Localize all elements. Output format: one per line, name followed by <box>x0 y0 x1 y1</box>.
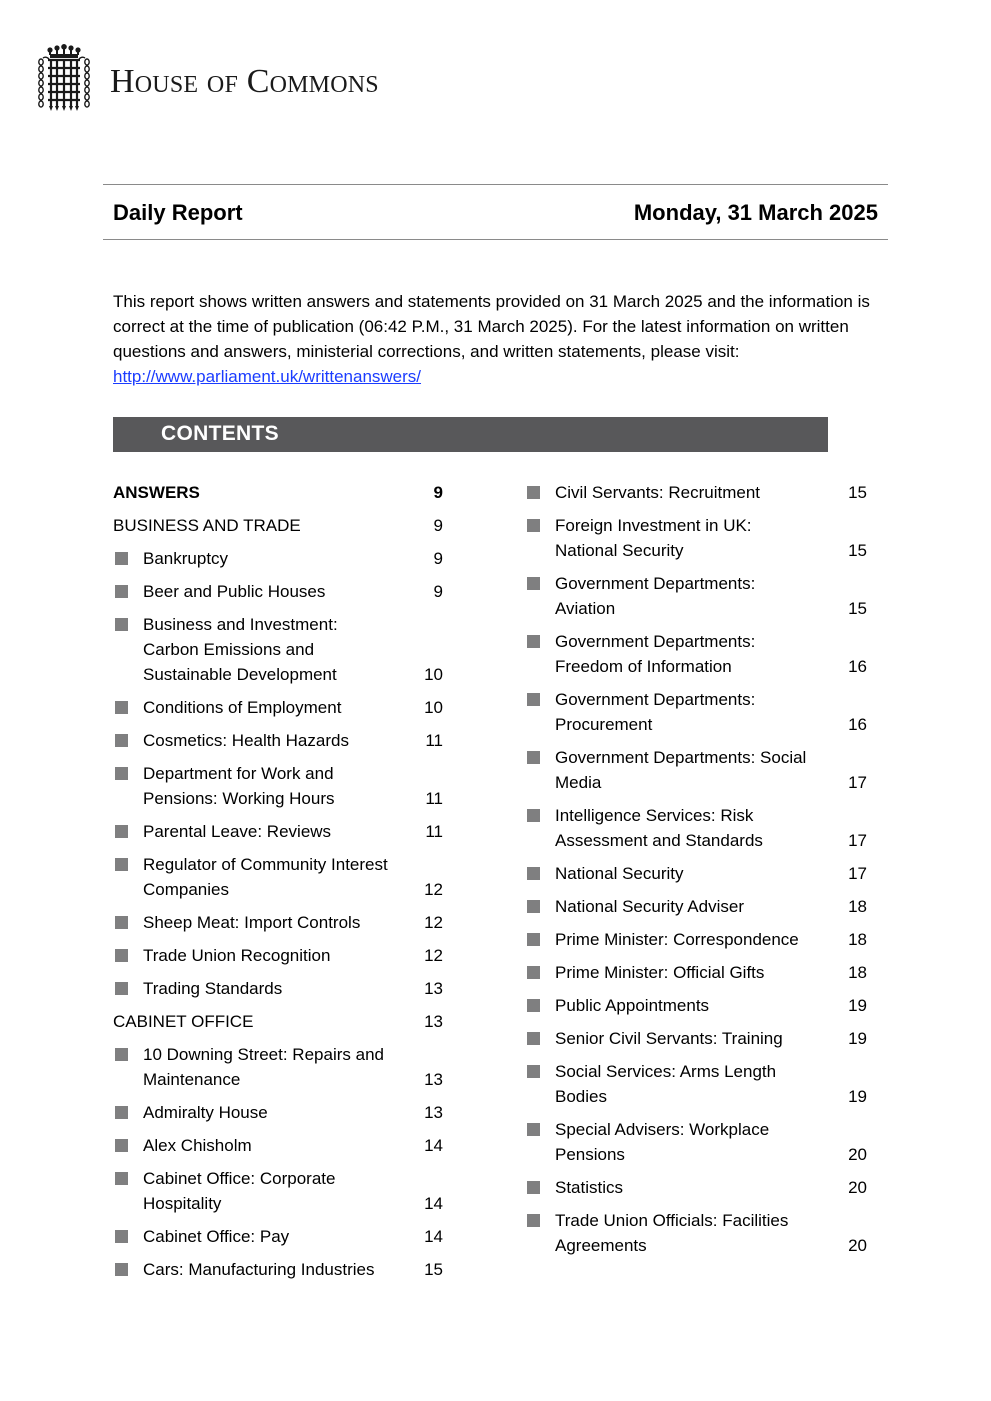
toc-page-number: 10 <box>424 665 443 684</box>
toc-entry-label: Alex Chisholm <box>143 1136 252 1155</box>
toc-page-number: 19 <box>848 1029 867 1048</box>
toc-entry-label: Social Services: Arms Length Bodies <box>555 1062 777 1106</box>
toc-entry-label: Prime Minister: Correspondence <box>555 930 799 949</box>
toc-entry-label: Beer and Public Houses <box>143 582 326 601</box>
toc-entry[interactable] <box>113 972 453 1005</box>
toc-page-number: 17 <box>848 773 867 792</box>
written-answers-link[interactable]: http://www.parliament.uk/writtenanswers/ <box>113 367 422 386</box>
toc-entry[interactable] <box>113 608 453 691</box>
contents-right-column <box>525 476 865 1262</box>
toc-entry[interactable] <box>525 799 865 857</box>
toc-page-number: 9 <box>433 549 443 568</box>
toc-entry[interactable] <box>525 1022 865 1055</box>
toc-section[interactable] <box>113 509 453 542</box>
toc-page-number: 13 <box>424 1070 443 1089</box>
toc-entry[interactable] <box>525 989 865 1022</box>
toc-entry[interactable] <box>525 567 865 625</box>
toc-entry-label: Trade Union Recognition <box>143 946 331 965</box>
toc-page-number: 15 <box>424 1260 443 1279</box>
toc-entry-label: 10 Downing Street: Repairs and Maintenance <box>143 1045 384 1089</box>
toc-entry-label: Civil Servants: Recruitment <box>555 483 761 502</box>
toc-page-number: 20 <box>848 1236 867 1255</box>
portcullis-icon <box>36 44 92 114</box>
toc-entry-label: Government Departments: Freedom of Information <box>555 632 756 676</box>
toc-entry[interactable] <box>113 1253 453 1286</box>
toc-entry[interactable] <box>113 724 453 757</box>
toc-entry[interactable] <box>113 1096 453 1129</box>
report-header-bar <box>103 184 888 240</box>
toc-page-number: 20 <box>848 1178 867 1197</box>
toc-entry[interactable] <box>525 1113 865 1171</box>
toc-page-number: 13 <box>424 979 443 998</box>
toc-entry[interactable] <box>113 848 453 906</box>
toc-entry[interactable] <box>525 890 865 923</box>
toc-entry-label: National Security <box>555 864 684 883</box>
toc-page-number: 19 <box>848 996 867 1015</box>
toc-entry-label: Department for Work and Pensions: Working Hours <box>143 764 335 808</box>
toc-entry[interactable] <box>113 542 453 575</box>
toc-entry[interactable] <box>525 857 865 890</box>
toc-entry-label: Business and Investment: Carbon Emissions and Sustainable Development <box>143 615 338 684</box>
toc-entry[interactable] <box>525 1055 865 1113</box>
toc-page-number: 11 <box>425 731 443 750</box>
toc-entry-label: Bankruptcy <box>143 549 229 568</box>
toc-page-number: 11 <box>425 822 443 841</box>
toc-page-number: 12 <box>424 946 443 965</box>
toc-entry-label: National Security Adviser <box>555 897 744 916</box>
toc-entry-label: Public Appointments <box>555 996 710 1015</box>
toc-entry-label: Government Departments: Aviation <box>555 574 756 618</box>
header-logo <box>36 44 379 114</box>
toc-page-number: 15 <box>848 541 867 560</box>
toc-entry-label: Regulator of Community Interest Companies <box>143 855 388 899</box>
toc-entry-label: Cabinet Office: Corporate Hospitality <box>143 1169 336 1213</box>
toc-page-number: 20 <box>848 1145 867 1164</box>
toc-entry-label: Government Departments: Social Media <box>555 748 807 792</box>
toc-page-number: 17 <box>848 831 867 850</box>
toc-page-number: 10 <box>424 698 443 717</box>
toc-entry[interactable] <box>525 509 865 567</box>
toc-entry-label: Admiralty House <box>143 1103 268 1122</box>
toc-entry-label: Cosmetics: Health Hazards <box>143 731 349 750</box>
contents-title: CONTENTS <box>161 422 279 445</box>
contents-left-column <box>113 476 453 1286</box>
toc-entry-label: Parental Leave: Reviews <box>143 822 332 841</box>
intro-text: This report shows written answers and statements provided on 31 March 2025 and the information is correct at the time of publication (06:42 P.M., 31 March 2025). For the latest information on written questions and answers, ministerial corrections, and written statements, please visit: <box>113 292 870 361</box>
toc-entry-label: Trading Standards <box>143 979 283 998</box>
toc-entry[interactable] <box>525 683 865 741</box>
toc-entry-label: Sheep Meat: Import Controls <box>143 913 361 932</box>
toc-entry-label: Senior Civil Servants: Training <box>555 1029 783 1048</box>
toc-page-number: 15 <box>848 599 867 618</box>
toc-entry[interactable] <box>113 1038 453 1096</box>
toc-entry[interactable] <box>113 939 453 972</box>
toc-heading[interactable] <box>113 476 453 509</box>
report-title: Daily Report <box>113 200 243 225</box>
toc-entry[interactable] <box>525 625 865 683</box>
toc-entry-label: CABINET OFFICE <box>113 1012 254 1031</box>
toc-page-number: 19 <box>848 1087 867 1106</box>
toc-page-number: 9 <box>433 516 443 535</box>
toc-page-number: 12 <box>424 913 443 932</box>
toc-entry-label: Conditions of Employment <box>143 698 342 717</box>
toc-entry[interactable] <box>113 906 453 939</box>
toc-page-number: 14 <box>424 1194 443 1213</box>
toc-page-number: 9 <box>433 483 443 502</box>
toc-entry[interactable] <box>525 1204 865 1262</box>
toc-entry[interactable] <box>113 1220 453 1253</box>
toc-entry-label: Cars: Manufacturing Industries <box>143 1260 375 1279</box>
toc-page-number: 16 <box>848 657 867 676</box>
toc-entry-label: Trade Union Officials: Facilities Agreements <box>555 1211 789 1255</box>
toc-entry-label: BUSINESS AND TRADE <box>113 516 301 535</box>
toc-page-number: 13 <box>424 1012 443 1031</box>
report-date: Monday, 31 March 2025 <box>633 200 878 225</box>
toc-page-number: 14 <box>424 1227 443 1246</box>
toc-entry-label: Foreign Investment in UK: National Security <box>555 516 752 560</box>
toc-entry[interactable] <box>525 741 865 799</box>
toc-entry-label: Cabinet Office: Pay <box>143 1227 290 1246</box>
toc-entry[interactable] <box>113 757 453 815</box>
toc-page-number: 17 <box>848 864 867 883</box>
toc-page-number: 15 <box>848 483 867 502</box>
toc-entry[interactable] <box>525 1171 865 1204</box>
toc-page-number: 13 <box>424 1103 443 1122</box>
toc-page-number: 9 <box>433 582 443 601</box>
toc-entry[interactable] <box>525 923 865 956</box>
toc-entry[interactable] <box>525 476 865 509</box>
toc-entry-label: Special Advisers: Workplace Pensions <box>555 1120 770 1164</box>
toc-entry[interactable] <box>113 575 453 608</box>
toc-entry-label: Statistics <box>555 1178 624 1197</box>
toc-page-number: 12 <box>424 880 443 899</box>
toc-entry-label: ANSWERS <box>113 483 200 502</box>
toc-entry[interactable] <box>113 1129 453 1162</box>
intro-paragraph <box>113 289 883 389</box>
toc-entry-label: Prime Minister: Official Gifts <box>555 963 765 982</box>
toc-page-number: 11 <box>425 789 443 808</box>
toc-page-number: 18 <box>848 963 867 982</box>
toc-page-number: 16 <box>848 715 867 734</box>
toc-entry-label: Intelligence Services: Risk Assessment and Standards <box>555 806 763 850</box>
toc-entry[interactable] <box>113 691 453 724</box>
toc-page-number: 18 <box>848 897 867 916</box>
toc-entry-label: Government Departments: Procurement <box>555 690 756 734</box>
toc-section[interactable] <box>113 1005 453 1038</box>
contents-heading-bar <box>113 417 828 452</box>
toc-entry[interactable] <box>113 1162 453 1220</box>
toc-entry[interactable] <box>525 956 865 989</box>
toc-entry[interactable] <box>113 815 453 848</box>
toc-page-number: 18 <box>848 930 867 949</box>
organisation-name: House of Commons <box>110 63 379 100</box>
toc-page-number: 14 <box>424 1136 443 1155</box>
